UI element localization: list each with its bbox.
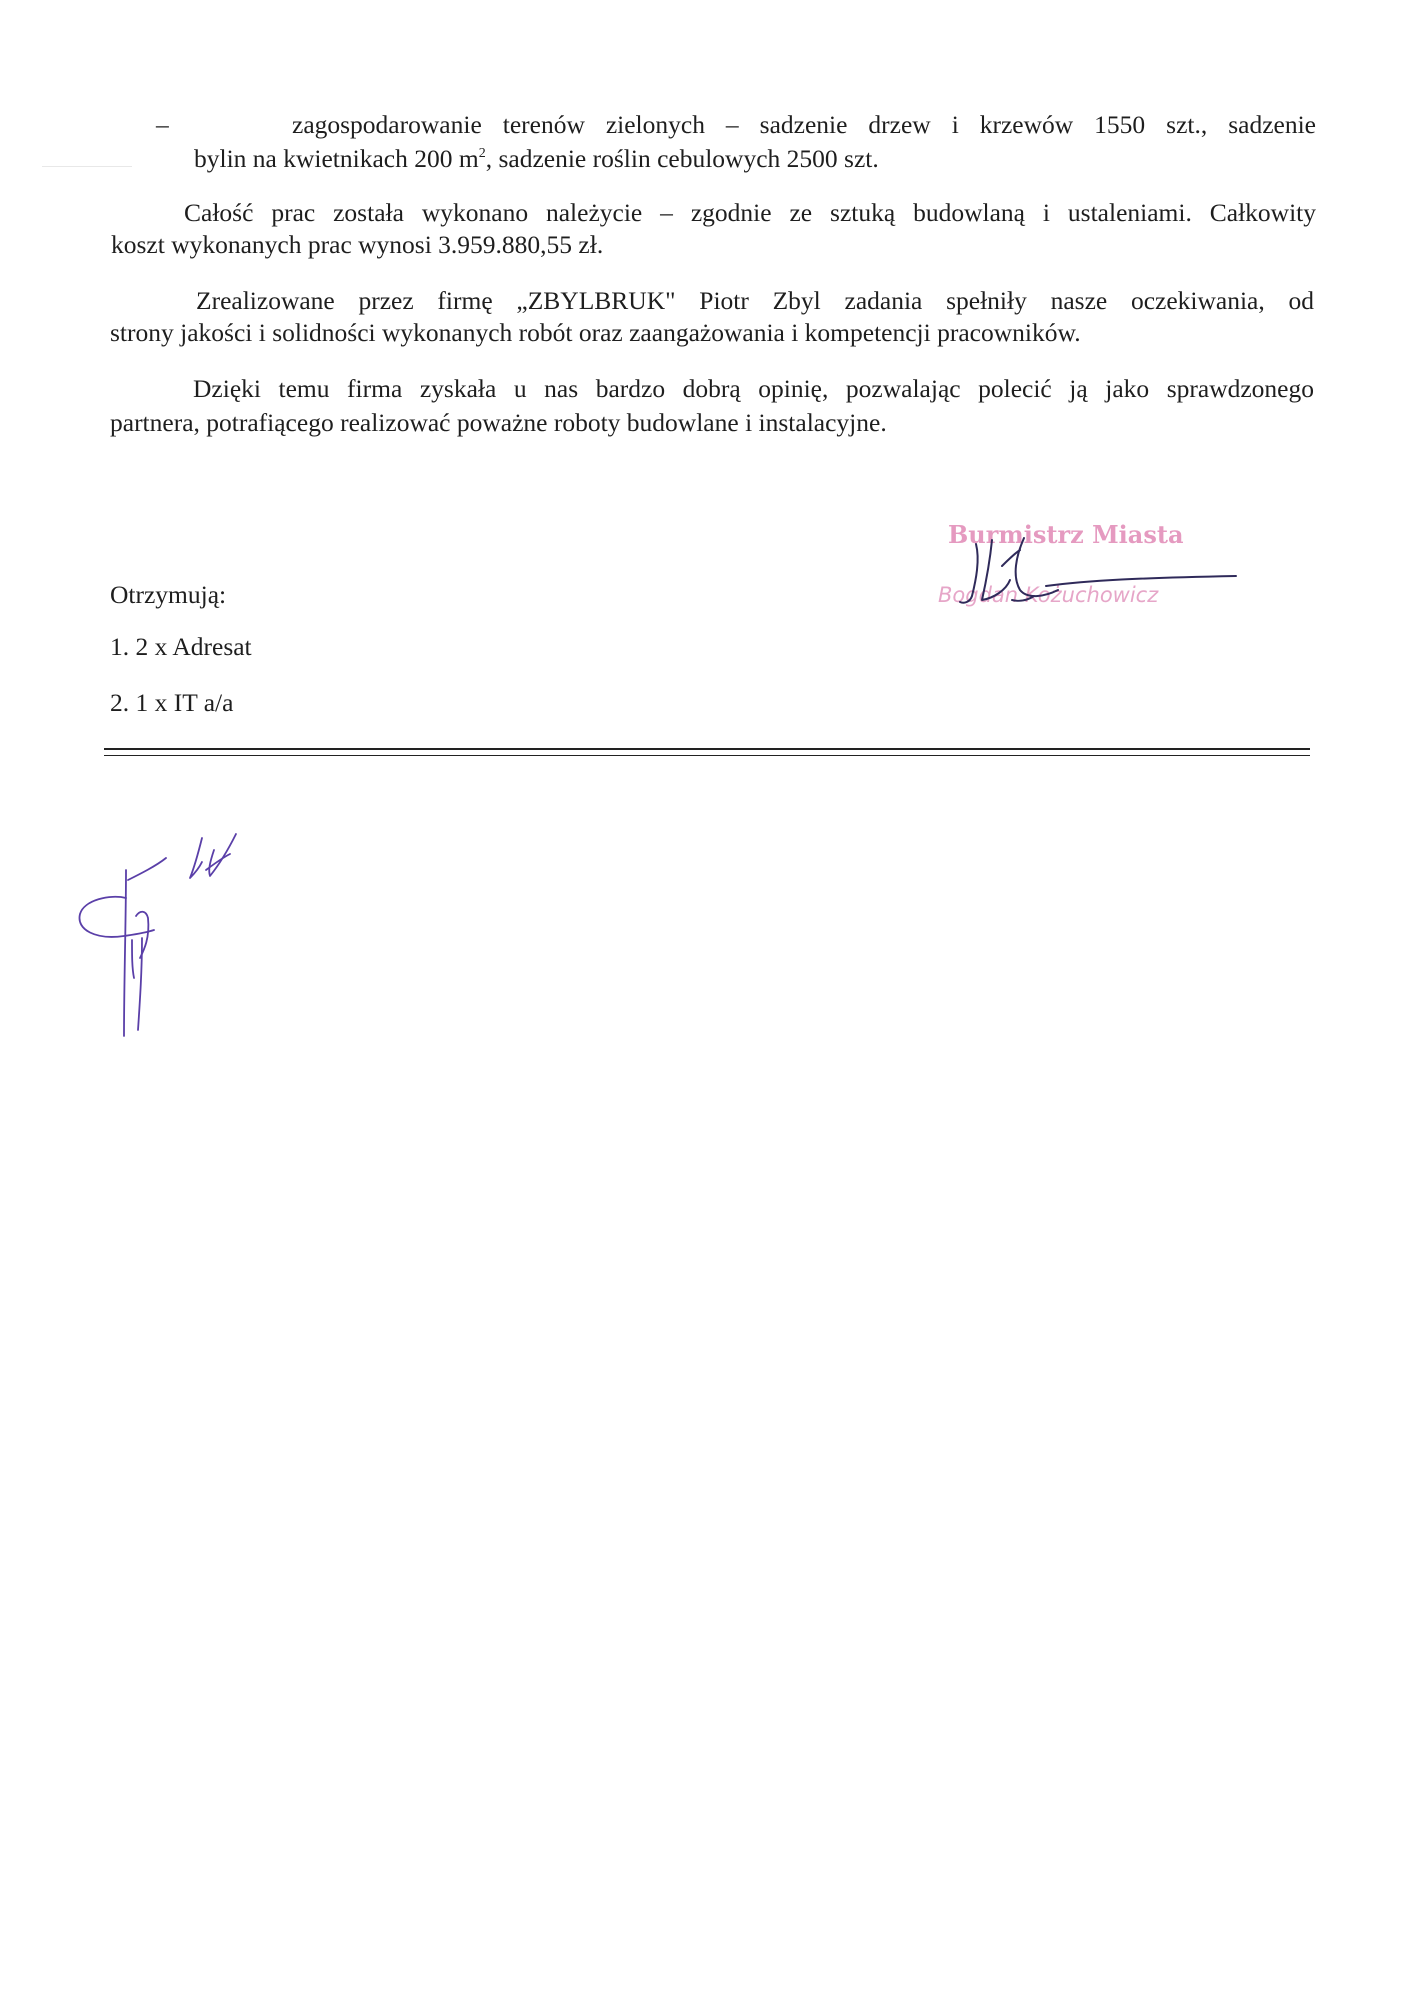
list-item-line-2-start: bylin na kwietnikach 200 m [194,144,479,173]
list-item-line-2-end: , sadzenie roślin cebulowych 2500 szt. [485,144,879,173]
recipients-heading: Otrzymują: [110,580,227,609]
list-item-line-1: zagospodarowanie terenów zielonych – sadzenie drzew i krzewów 1550 szt., sadzenie [292,110,1316,139]
paragraph-1-line-2: koszt wykonanych prac wynosi 3.959.880,55 zł. [111,230,604,259]
mayor-signature [950,530,1250,630]
initials-signature [70,810,290,1050]
recipient-1: 1. 2 x Adresat [110,632,252,661]
footer-rule-top [104,748,1310,750]
paragraph-2-line-2: strony jakości i solidności wykonanych robót oraz zaangażowania i kompetencji pracowników. [110,318,1081,347]
stamp-name: Bogdan Kożuchowicz [938,583,1159,607]
paragraph-1-line-1: Całość prac została wykonano należycie – zgodnie ze sztuką budowlaną i ustaleniami. Całkowity [184,198,1316,227]
recipient-2: 2. 1 x IT a/a [110,688,234,717]
paragraph-2-line-1: Zrealizowane przez firmę „ZBYLBRUK" Piotr Zbyl zadania spełniły nasze oczekiwania, od [196,286,1314,315]
scan-artifact [42,166,132,167]
superscript-2: 2 [478,146,486,161]
list-item-line-2 [194,146,879,172]
paragraph-3-line-1: Dzięki temu firma zyskała u nas bardzo dobrą opinię, pozwalając polecić ją jako sprawdzonego [193,374,1314,403]
paragraph-3-line-2: partnera, potrafiącego realizować poważne roboty budowlane i instalacyjne. [110,408,887,437]
list-bullet: – [156,110,169,139]
footer-rule-bottom [104,755,1310,756]
stamp-title: Burmistrz Miasta [948,520,1184,549]
